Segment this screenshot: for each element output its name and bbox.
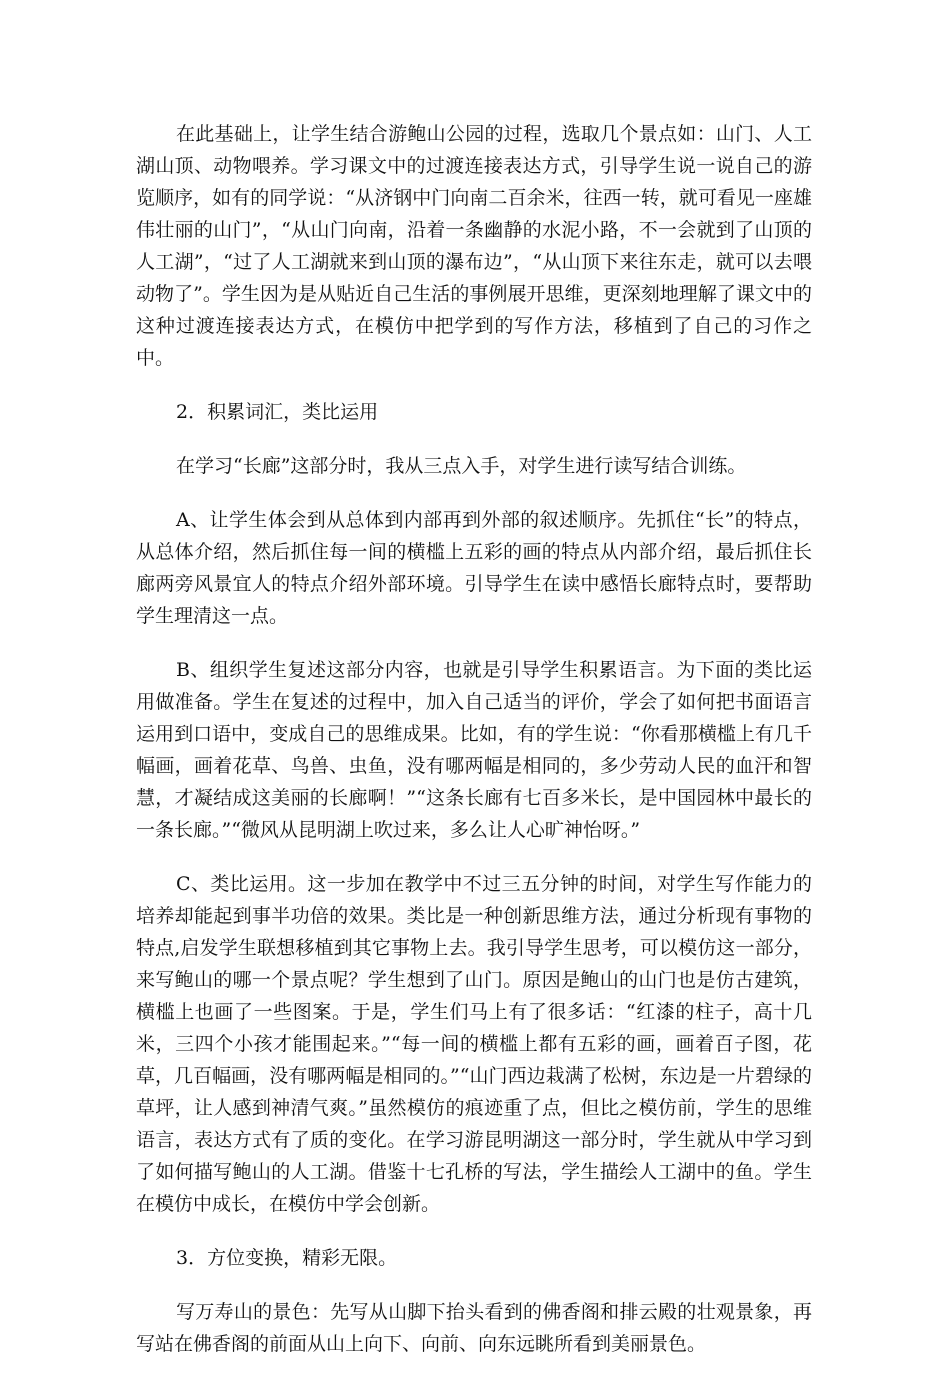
paragraph-changlang-intro: 在学习“长廊”这部分时，我从三点入手，对学生进行读写结合训练。 <box>176 455 747 477</box>
paragraph-point-b: B、组织学生复述这部分内容，也就是引导学生积累语言。为下面的类比运用做准备。学生在复述的过程中，加入自己适当的评价，学会了如何把书面语言运用到口语中，变成自己的思维成果。比如，有的学生说：“你看那横槛上有几千幅画，画着花草、鸟兽、虫鱼，没有哪两幅是相同的，多少劳动人民的血汗和智慧，才凝结成这美丽的长廊啊！”“这条长廊有七百多米长，是中国园林中最长的一条长廊。”“微风从昆明湖上吹过来，多么让人心旷神怡呀。” <box>136 659 812 841</box>
paragraph-baoshan-tour: 在此基础上，让学生结合游鲍山公园的过程，选取几个景点如：山门、人工湖山顶、动物喂养。学习课文中的过渡连接表达方式，引导学生说一说自己的游览顺序，如有的同学说：“从济钢中门向南二百余米，往西一转，就可看见一座雄伟壮丽的山门”，“从山门向南，沿着一条幽静的水泥小路，不一会就到了山顶的人工湖”，“过了人工湖就来到山顶的瀑布边”，“从山顶下来往东走，就可以去喂动物了”。学生因为是从贴近自己生活的事例展开思维，更深刻地理解了课文中的这种过渡连接表达方式，在模仿中把学到的写作方法，移植到了自己的习作之中。 <box>136 123 812 369</box>
document-body <box>136 118 812 1382</box>
section-heading-2: 2．积累词汇，类比运用 <box>176 401 379 423</box>
section-heading-3: 3．方位变换，精彩无限。 <box>176 1247 398 1269</box>
paragraph-point-c: C、类比运用。这一步加在教学中不过三五分钟的时间，对学生写作能力的培养却能起到事半功倍的效果。类比是一种创新思维方法，通过分析现有事物的特点,启发学生联想移植到其它事物上去。我引导学生思考，可以模仿这一部分，来写鲍山的哪一个景点呢？学生想到了山门。原因是鲍山的山门也是仿古建筑，横槛上也画了一些图案。于是，学生们马上有了很多话：“红漆的柱子，高十几米，三四个小孩才能围起来。”“每一间的横槛上都有五彩的画，画着百子图，花草，几百幅画，没有哪两幅是相同的。”“山门西边栽满了松树，东边是一片碧绿的草坪，让人感到神清气爽。”虽然模仿的痕迹重了点，但比之模仿前，学生的思维语言，表达方式有了质的变化。在学习游昆明湖这一部分时，学生就从中学习到了如何描写鲍山的人工湖。借鉴十七孔桥的写法，学生描绘人工湖中的鱼。学生在模仿中成长，在模仿中学会创新。 <box>136 873 812 1215</box>
paragraph-wanshoushan: 写万寿山的景色：先写从山脚下抬头看到的佛香阁和排云殿的壮观景象，再写站在佛香阁的前面从山上向下、向前、向东远眺所看到美丽景色。 <box>136 1301 812 1355</box>
paragraph-point-a: A、让学生体会到从总体到内部再到外部的叙述顺序。先抓住“长”的特点，从总体介绍，然后抓住每一间的横槛上五彩的画的特点从内部介绍，最后抓住长廊两旁风景宜人的特点介绍外部环境。引导学生在读中感悟长廊特点时，要帮助学生理清这一点。 <box>136 509 812 627</box>
